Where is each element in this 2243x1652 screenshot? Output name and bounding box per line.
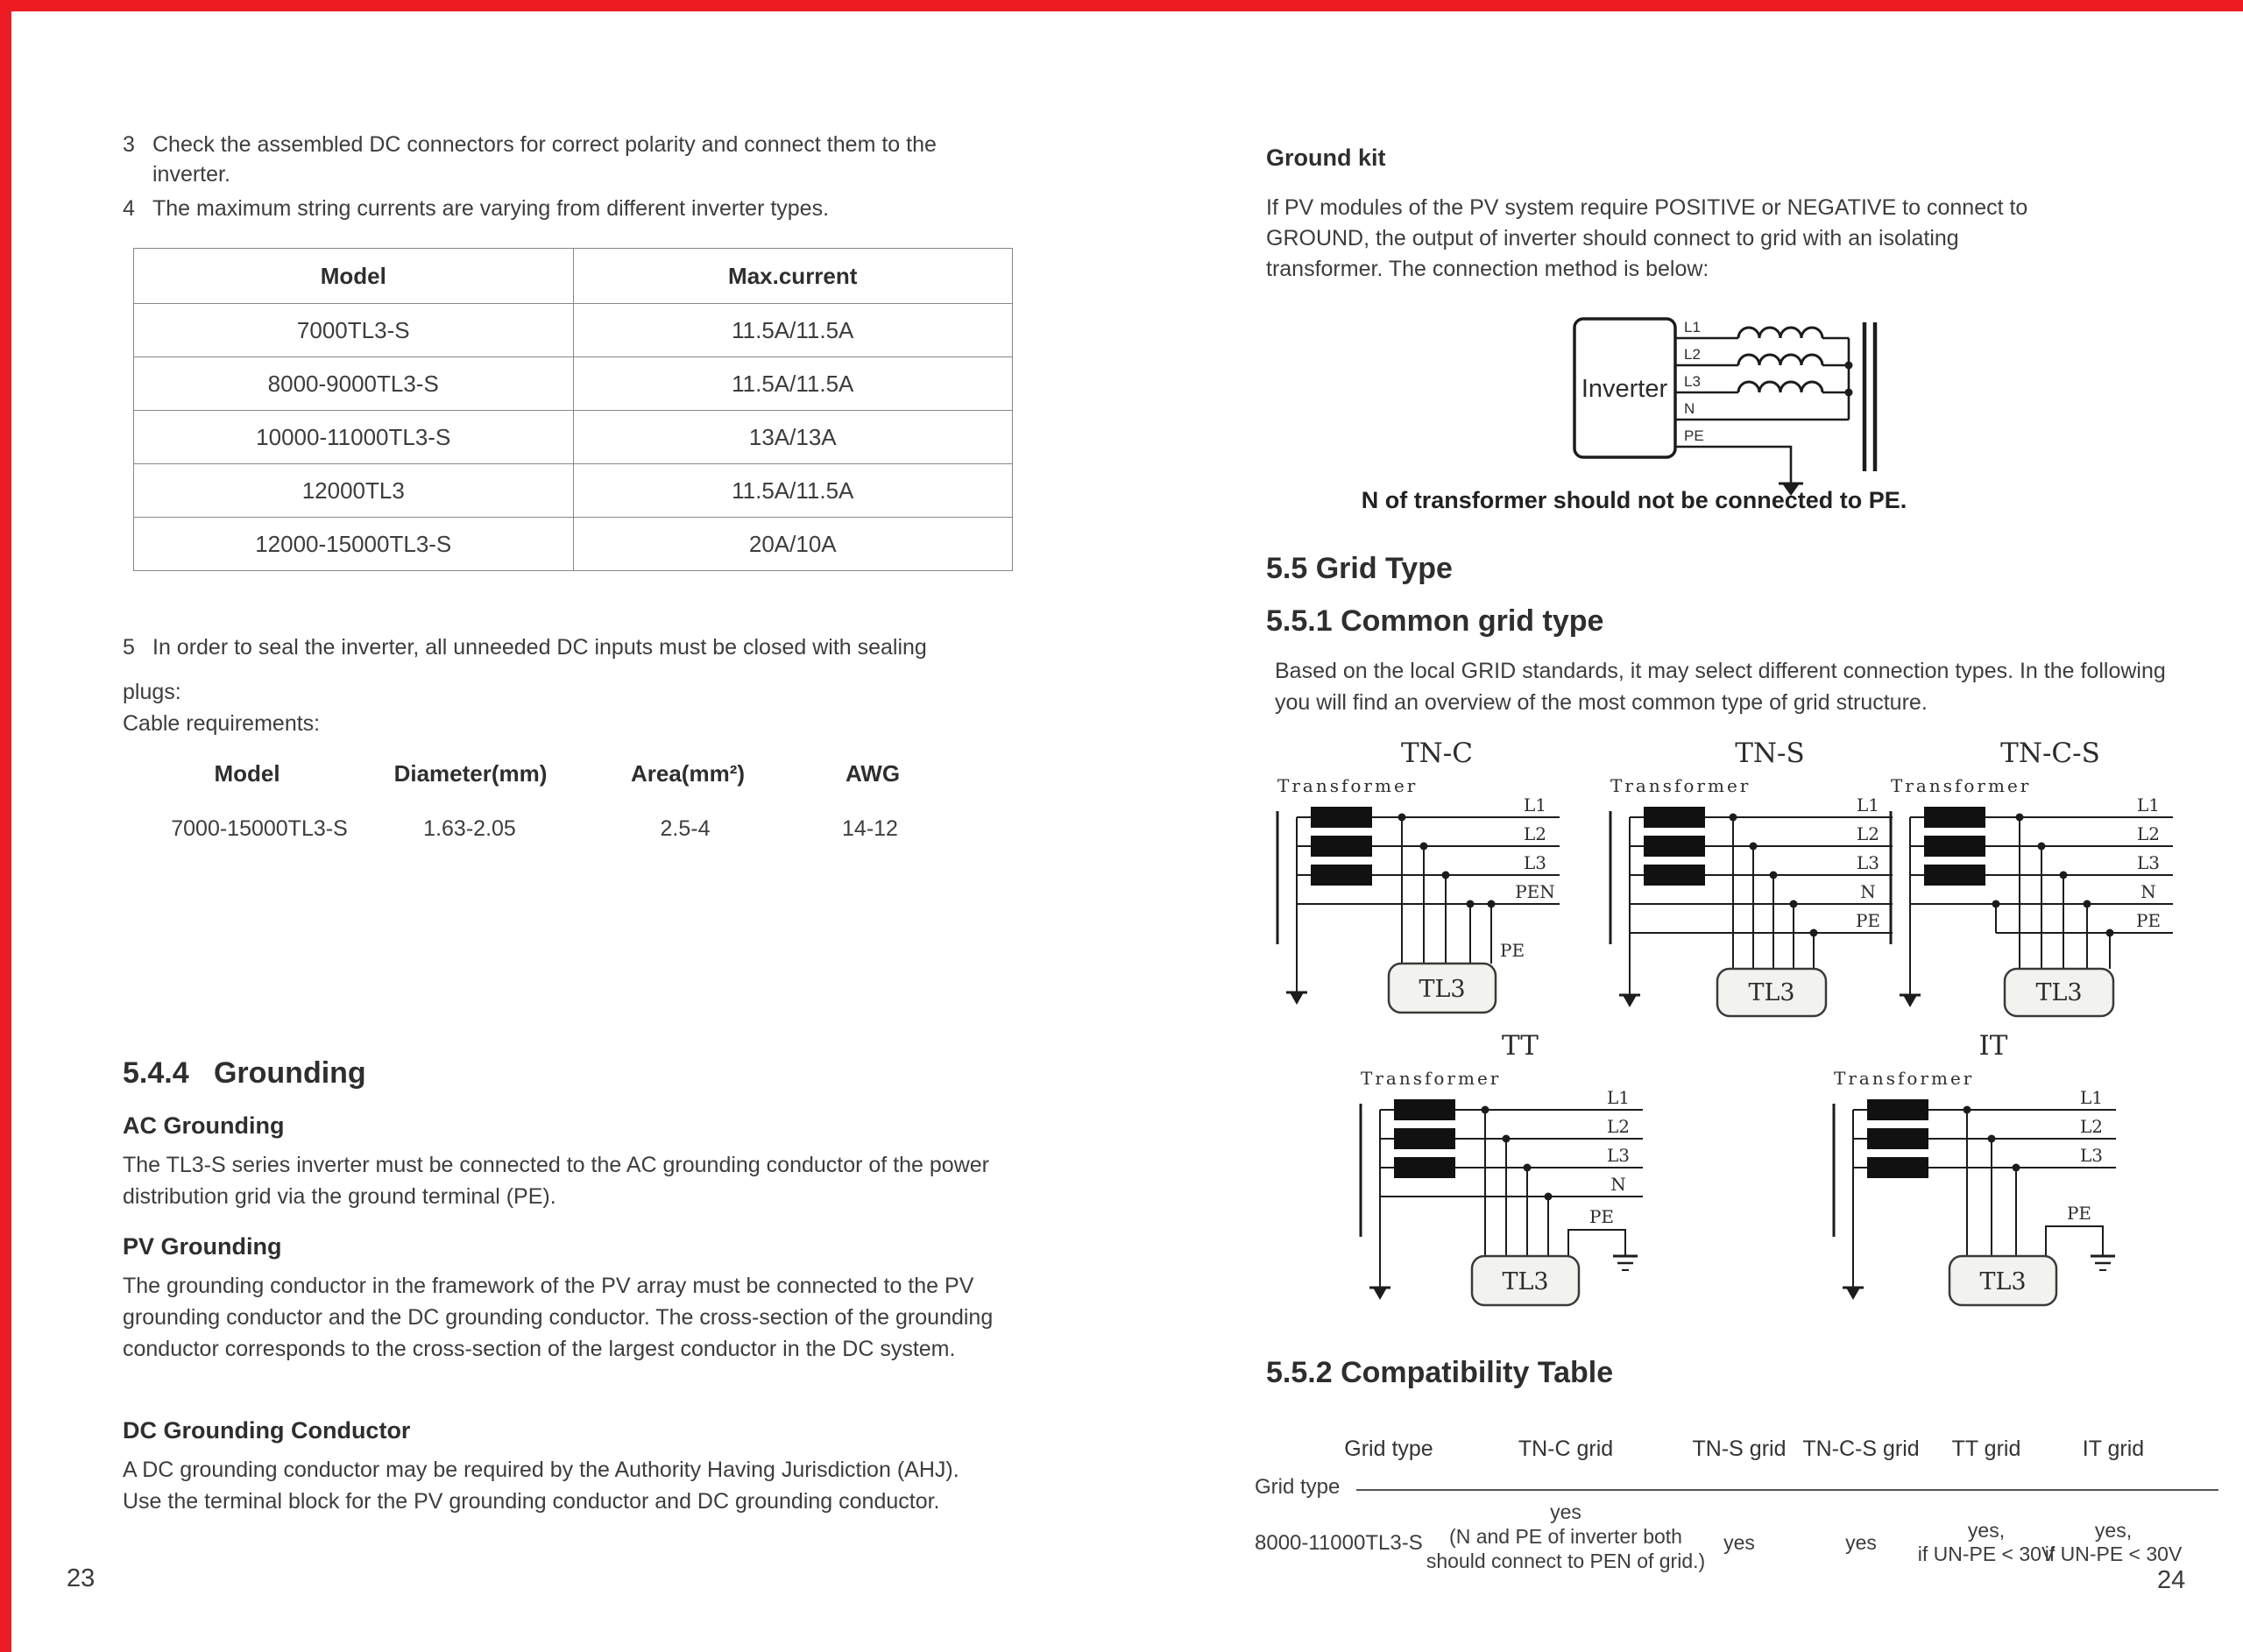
table-row: 12000TL3 11.5A/11.5A bbox=[134, 464, 1013, 518]
subsection-ac-grounding: AC Grounding bbox=[123, 1112, 285, 1139]
cell-it-line1: yes, bbox=[2094, 1519, 2133, 1542]
tl3-label: TL3 bbox=[1419, 976, 1466, 1003]
column-header: TN-C grid bbox=[1518, 1437, 1614, 1461]
page-number-left: 23 bbox=[67, 1564, 96, 1592]
column-header: Model bbox=[214, 760, 280, 787]
row-group-label: Grid type bbox=[1255, 1475, 1341, 1499]
subsection-pv-grounding: PV Grounding bbox=[123, 1233, 282, 1260]
ground-kit-title: Ground kit bbox=[1266, 145, 1386, 171]
cell-tnc-line2: (N and PE of inverter both bbox=[1449, 1525, 1682, 1548]
line-label: L1 bbox=[1606, 1087, 1631, 1108]
list-item-3 bbox=[123, 130, 1051, 189]
column-header: Diameter(mm) bbox=[393, 760, 548, 787]
column-header: Area(mm²) bbox=[630, 760, 746, 787]
list-item-5 bbox=[123, 632, 1051, 662]
diagram-title: TN-S bbox=[1735, 738, 1805, 769]
line-label: L2 bbox=[2079, 1116, 2104, 1137]
ground-symbol bbox=[1846, 1288, 1860, 1300]
page-number-right: 24 bbox=[2157, 1566, 2186, 1594]
column-header: TN-C-S grid bbox=[1802, 1437, 1920, 1461]
tnc-grid-diagram bbox=[1270, 734, 1603, 1023]
winding bbox=[1867, 1099, 1928, 1120]
pe-label: PE bbox=[1588, 1206, 1615, 1227]
tncs-grid-diagram bbox=[1884, 734, 2217, 1027]
red-border-left bbox=[0, 0, 11, 1652]
column-header: Model bbox=[134, 249, 574, 304]
tl3-label: TL3 bbox=[1502, 1268, 1549, 1295]
winding bbox=[1394, 1128, 1455, 1149]
line-label-l1: L1 bbox=[1684, 319, 1701, 335]
max-current-table bbox=[133, 248, 1013, 571]
item-5-continuation: plugs: bbox=[123, 680, 181, 704]
winding bbox=[1644, 836, 1705, 857]
tl3-label: TL3 bbox=[1748, 979, 1795, 1006]
transformer-label: Transformer bbox=[1610, 775, 1751, 796]
red-border-top bbox=[0, 0, 2243, 11]
line-label: L2 bbox=[1523, 823, 1547, 844]
line-label-pe: PE bbox=[1684, 427, 1704, 444]
subsection-dc-grounding-conductor: DC Grounding Conductor bbox=[123, 1417, 411, 1444]
table-cell: 14-12 bbox=[842, 816, 898, 841]
line-label: L1 bbox=[1523, 794, 1547, 815]
cell-tnc-line3: should connect to PEN of grid.) bbox=[1426, 1550, 1706, 1572]
diagram-title: IT bbox=[1978, 1030, 2008, 1062]
line-label: L3 bbox=[1856, 852, 1880, 873]
coil-l3 bbox=[1738, 382, 1822, 392]
line-label: L3 bbox=[1606, 1145, 1631, 1166]
column-header: IT grid bbox=[2082, 1437, 2145, 1461]
column-header: TT grid bbox=[1951, 1437, 2021, 1461]
winding bbox=[1644, 865, 1705, 886]
line-label: L2 bbox=[2136, 823, 2161, 844]
line-label: L3 bbox=[2079, 1145, 2104, 1166]
ground-symbol bbox=[1373, 1288, 1387, 1300]
line-label-l2: L2 bbox=[1684, 346, 1701, 363]
transformer-label: Transformer bbox=[1361, 1068, 1502, 1089]
winding bbox=[1311, 836, 1372, 857]
cable-requirements-label: Cable requirements: bbox=[123, 711, 321, 736]
ground-symbol bbox=[1623, 995, 1637, 1007]
paragraph-ac-grounding: The TL3-S series inverter must be connected to the AC grounding conductor of the power distribution grid via the ground terminal (PE). bbox=[123, 1153, 989, 1209]
table-header-row bbox=[134, 249, 1013, 304]
winding bbox=[1394, 1099, 1455, 1120]
ground-symbol bbox=[1290, 992, 1304, 1005]
line-label: PE bbox=[1855, 910, 1881, 931]
diagram-title: TN-C bbox=[1401, 738, 1473, 769]
item-number: 4 bbox=[123, 196, 135, 221]
section-heading-compatibility: 5.5.2 Compatibility Table bbox=[1266, 1356, 1614, 1389]
line-label-n: N bbox=[1684, 400, 1695, 417]
paragraph-ground-kit: If PV modules of the PV system require POSITIVE or NEGATIVE to connect to GROUND, the output of inverter should connect to grid with an isolating transformer. The connection method is below: bbox=[1266, 195, 2028, 281]
line-label: N bbox=[2140, 881, 2156, 902]
list-item-4 bbox=[123, 194, 1069, 223]
coil-l1 bbox=[1738, 328, 1822, 338]
diagram-title: TT bbox=[1502, 1030, 1539, 1062]
line-label: L1 bbox=[2136, 794, 2161, 815]
column-header: Max.current bbox=[573, 249, 1013, 304]
column-header: AWG bbox=[845, 760, 901, 787]
winding bbox=[1924, 836, 1985, 857]
table-cell: 7000-15000TL3-S bbox=[171, 816, 348, 841]
column-header: TN-S grid bbox=[1692, 1437, 1787, 1461]
transformer-label: Transformer bbox=[1277, 775, 1419, 796]
diagram-caption: N of transformer should not be connected to PE. bbox=[1361, 487, 1907, 513]
paragraph-common-grid: Based on the local GRID standards, it may select different connection types. In the following you will find an overview of the most common type of grid structure. bbox=[1275, 659, 2166, 715]
line-label-l3: L3 bbox=[1684, 373, 1701, 390]
cell-it-line2: if UN-PE < 30V bbox=[2044, 1543, 2183, 1565]
winding bbox=[1311, 865, 1372, 886]
table-row: 10000-11000TL3-S 13A/13A bbox=[134, 411, 1013, 464]
tl3-label: TL3 bbox=[2035, 979, 2083, 1006]
pe-label: PE bbox=[1500, 940, 1525, 961]
line-label: L3 bbox=[1523, 852, 1547, 873]
paragraph-dc-grounding: A DC grounding conductor may be required by the Authority Having Jurisdiction (AHJ). Use the terminal block for the PV grounding conductor and DC grounding conductor. bbox=[123, 1458, 959, 1514]
item-number: 5 bbox=[123, 635, 135, 660]
cell-tt-line1: yes, bbox=[1967, 1519, 2006, 1542]
coil-l2 bbox=[1738, 355, 1822, 365]
tt-grid-diagram bbox=[1354, 1027, 1687, 1320]
line-label: N bbox=[1860, 881, 1876, 902]
it-grid-diagram bbox=[1827, 1027, 2160, 1320]
winding bbox=[1311, 807, 1372, 828]
divider bbox=[1356, 1489, 2218, 1491]
table-row: 12000-15000TL3-S 20A/10A bbox=[134, 518, 1013, 571]
item-text: The maximum string currents are varying from different inverter types. bbox=[152, 196, 830, 221]
section-heading-common-grid: 5.5.1 Common grid type bbox=[1266, 604, 1604, 638]
line-label: PEN bbox=[1515, 881, 1555, 902]
winding bbox=[1867, 1128, 1928, 1149]
winding bbox=[1924, 865, 1985, 886]
paragraph-pv-grounding: The grounding conductor in the framework of the PV array must be connected to the PV grounding conductor and the DC grounding conductor. The cross-section of the grounding conductor corresponds to the cross-section of the largest conductor in the DC system. bbox=[123, 1274, 994, 1361]
line-label: L1 bbox=[2079, 1087, 2104, 1108]
inverter-box-label: Inverter bbox=[1581, 375, 1668, 403]
item-number: 3 bbox=[123, 132, 135, 157]
ground-symbol bbox=[1903, 995, 1917, 1007]
item-text: In order to seal the inverter, all unneeded DC inputs must be closed with sealing bbox=[152, 635, 927, 660]
transformer-label: Transformer bbox=[1834, 1068, 1975, 1089]
cell-tnc-line1: yes bbox=[1550, 1500, 1581, 1523]
column-header: Grid type bbox=[1344, 1437, 1433, 1461]
section-heading-grid-type: 5.5 Grid Type bbox=[1266, 552, 1453, 585]
tl3-label: TL3 bbox=[1979, 1268, 2027, 1295]
line-label: L2 bbox=[1856, 823, 1880, 844]
table-cell: 2.5-4 bbox=[660, 816, 711, 841]
winding bbox=[1394, 1157, 1455, 1178]
table-row: 8000-9000TL3-S 11.5A/11.5A bbox=[134, 357, 1013, 411]
line-label: L3 bbox=[2136, 852, 2161, 873]
table-cell: 1.63-2.05 bbox=[423, 816, 516, 841]
row-label: 8000-11000TL3-S bbox=[1255, 1531, 1423, 1555]
table-row: 7000TL3-S 11.5A/11.5A bbox=[134, 304, 1013, 357]
line-label: N bbox=[1610, 1174, 1626, 1195]
winding bbox=[1924, 807, 1985, 828]
cell-tt-line2: if UN-PE < 30V bbox=[1917, 1543, 2055, 1565]
line-label: L1 bbox=[1856, 794, 1880, 815]
cell-tns: yes bbox=[1723, 1531, 1755, 1554]
winding bbox=[1644, 807, 1705, 828]
item-text: Check the assembled DC connectors for correct polarity and connect them to the inverter. bbox=[152, 132, 937, 187]
diagram-title: TN-C-S bbox=[2000, 738, 2100, 769]
winding bbox=[1867, 1157, 1928, 1178]
line-label: PE bbox=[2135, 910, 2162, 931]
pe-label: PE bbox=[2066, 1203, 2092, 1224]
line-label: L2 bbox=[1606, 1116, 1631, 1137]
cell-tncs: yes bbox=[1845, 1531, 1877, 1554]
section-heading-grounding: 5.4.4 Grounding bbox=[123, 1056, 366, 1090]
transformer-label: Transformer bbox=[1891, 775, 2032, 796]
